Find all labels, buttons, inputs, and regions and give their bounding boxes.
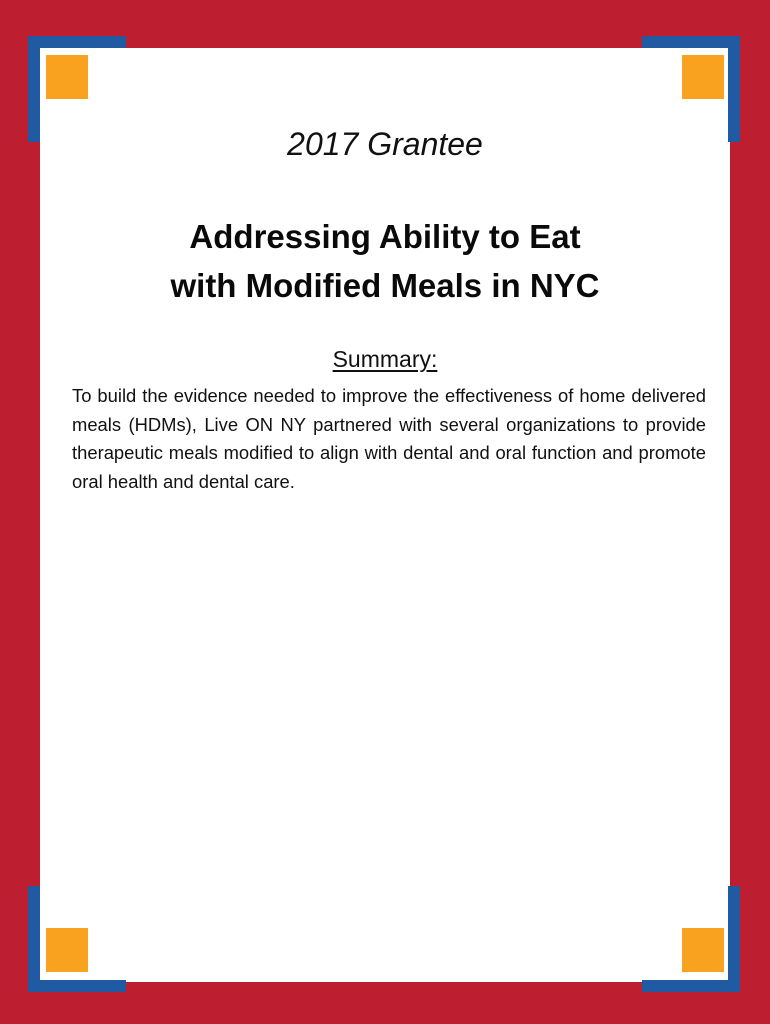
- page-title: [60, 212, 710, 310]
- corner-square-top-left: [46, 55, 88, 99]
- grantee-year-label: 2017 Grantee: [287, 126, 483, 162]
- summary-heading: Summary:: [332, 346, 438, 372]
- corner-square-top-right: [682, 55, 724, 99]
- page-title-line-1: Addressing Ability to Eat: [189, 218, 581, 255]
- corner-square-bottom-left: [46, 928, 88, 972]
- content-panel: [40, 48, 730, 982]
- corner-square-bottom-right: [682, 928, 724, 972]
- summary-text: To build the evidence needed to improve the effectiveness of home delivered meals (HDMs), Live ON NY partnered with several organizations to provide therapeutic meals modified to align with dental and oral function and promote oral health and dental care.: [72, 385, 706, 492]
- page-title-line-2: with Modified Meals in NYC: [170, 267, 600, 304]
